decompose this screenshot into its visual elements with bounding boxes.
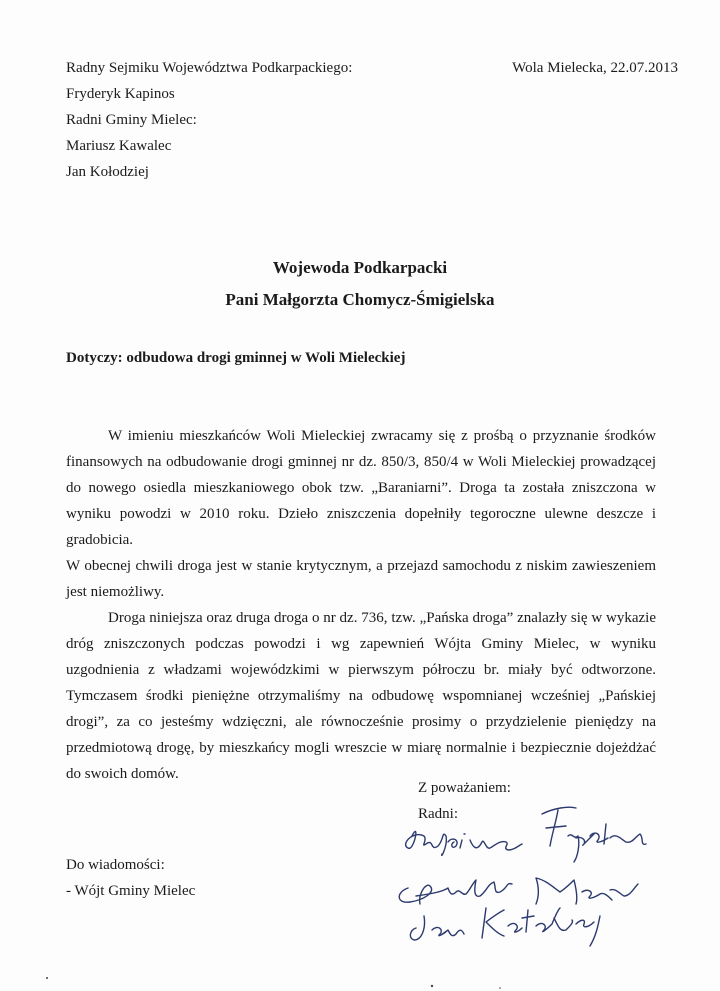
body-paragraph-3: Droga niniejsza oraz druga droga o nr dz. 736, tzw. „Pańska droga” znalazły się w wykazie dróg zniszczonych podczas powodzi i wg zapewnień Wójta Gminy Mielec, w wyniku uzgodnienia z władzami wojewódzkimi w pierwszym półroczu br. miały być odtworzone. Tymczasem środki pieniężne otrzymaliśmy na odbudowę wspomnianej wcześniej „Pańskiej drogi”, za co jesteśmy wdzięczni, ale równocześnie prosimy o przydzielenie pieniędzy na przedmiotową drogę, by mieszkańcy mogli wreszcie w miarę normalnie i bezpiecznie dojeżdżać do swoich domów. bbox=[66, 610, 656, 782]
letter-body bbox=[66, 423, 656, 787]
signature-kapinos bbox=[406, 831, 522, 855]
body-paragraph-1: W imieniu mieszkańców Woli Mieleckiej zwracamy się z prośbą o przyznanie środków finansowych na odbudowanie drogi gminnej nr dz. 850/3, 850/4 w Woli Mieleckiej prowadzącej do nowego osiedla mieszkaniowego obok tzw. „Baraniarni”. Droga ta została zniszczona w wyniku powodzi w 2010 roku. Dzieło zniszczenia dopełniły tegoroczne ulewne deszcze i gradobicia. bbox=[66, 428, 656, 548]
recipient-name: Pani Małgorzta Chomycz-Śmigielska bbox=[225, 290, 495, 309]
sender-line-1: Radny Sejmiku Województwa Podkarpackiego: bbox=[66, 60, 353, 76]
signature-mariusz bbox=[536, 878, 638, 904]
handwritten-signatures bbox=[390, 800, 660, 950]
body-paragraph-2: W obecnej chwili droga jest w stanie krytycznym, a przejazd samochodu z niskim zawieszeniem jest niemożliwy. bbox=[66, 558, 656, 600]
sender-line-5: Jan Kołodziej bbox=[66, 164, 149, 180]
signature-kawalec bbox=[399, 880, 512, 904]
closing-salutation: Z poważaniem: bbox=[418, 780, 511, 796]
sender-line-2: Fryderyk Kapinos bbox=[66, 86, 175, 102]
cc-label: Do wiadomości: bbox=[66, 857, 165, 873]
signature-fryderyk bbox=[542, 807, 646, 862]
letter-date: Wola Mielecka, 22.07.2013 bbox=[512, 60, 678, 76]
signature-jan-kolodziej bbox=[410, 908, 600, 946]
sender-line-3: Radni Gminy Mielec: bbox=[66, 112, 197, 128]
sender-line-4: Mariusz Kawalec bbox=[66, 138, 172, 154]
closing-label: Radni: bbox=[418, 806, 458, 822]
recipient-title: Wojewoda Podkarpacki bbox=[272, 258, 448, 277]
cc-item: - Wójt Gminy Mielec bbox=[66, 883, 196, 899]
subject-line: Dotyczy: odbudowa drogi gminnej w Woli Mieleckiej bbox=[66, 350, 406, 366]
cc-block bbox=[66, 857, 195, 909]
